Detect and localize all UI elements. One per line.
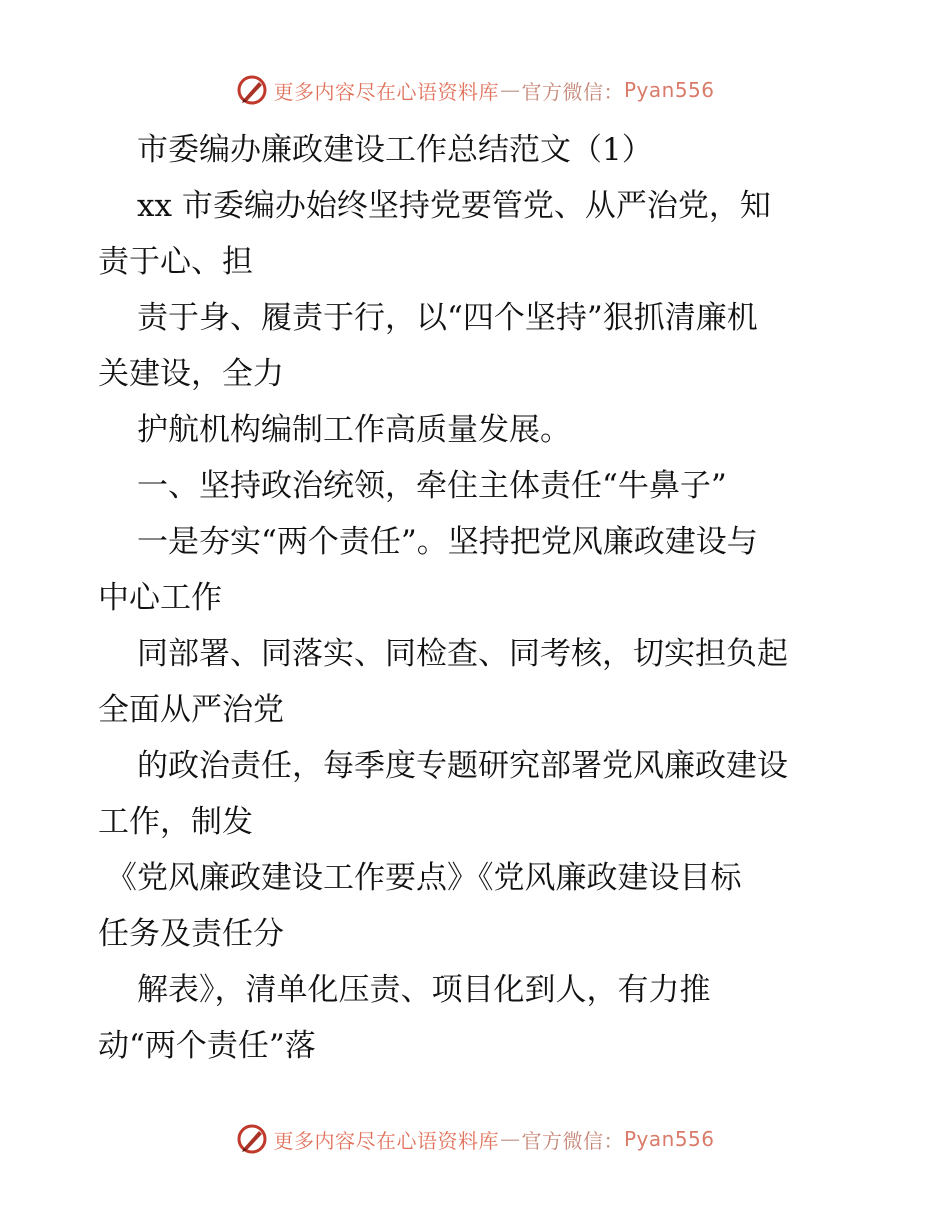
text-line: 责于心、担 (98, 244, 253, 280)
text-line: 一、坚持政治统领，牵住主体责任“牛鼻子” (137, 468, 727, 504)
text-line: 动“两个责任”落 (98, 1028, 316, 1064)
watermark-text: 更多内容尽在心语资料库 (273, 79, 499, 104)
document-title: 市委编办廉政建设工作总结范文（1） (137, 132, 653, 168)
pen-logo-icon (235, 73, 269, 107)
text-line: 工作，制发 (98, 804, 253, 840)
watermark-tail: 官方微信： (521, 79, 624, 104)
text-line: 任务及责任分 (98, 916, 284, 952)
text-line: 《党风廉政建设工作要点》《党风廉政建设目标 (106, 860, 742, 896)
watermark-header (0, 72, 950, 108)
text-line: 解表》，清单化压责、项目化到人，有力推 (137, 972, 711, 1008)
text-line: 护航机构编制工作高质量发展。 (137, 412, 571, 448)
text-line: 责于身、履责于行，以“四个坚持”狠抓清廉机 (137, 300, 758, 336)
text-line: xx 市委编办始终坚持党要管党、从严治党，知 (137, 188, 771, 224)
text-line: 关建设，全力 (98, 356, 284, 392)
text-line: 的政治责任，每季度专题研究部署党风廉政建设 (137, 748, 788, 784)
text-line: 中心工作 (98, 580, 222, 616)
watermark-tail: 官方微信： (521, 1128, 624, 1153)
watermark-dash: — (499, 1127, 521, 1151)
watermark-id: Pyan556 (623, 1127, 715, 1151)
text-line: 一是夯实“两个责任”。坚持把党风廉政建设与 (137, 524, 758, 560)
watermark-footer (0, 1121, 950, 1157)
watermark-id: Pyan556 (623, 78, 715, 102)
text-line: 同部署、同落实、同检查、同考核，切实担负起 (137, 636, 788, 672)
watermark-text: 更多内容尽在心语资料库 (273, 1128, 499, 1153)
watermark-dash: — (499, 78, 521, 102)
pen-logo-icon (235, 1122, 269, 1156)
text-line: 全面从严治党 (98, 692, 284, 728)
document-body (98, 122, 858, 1074)
